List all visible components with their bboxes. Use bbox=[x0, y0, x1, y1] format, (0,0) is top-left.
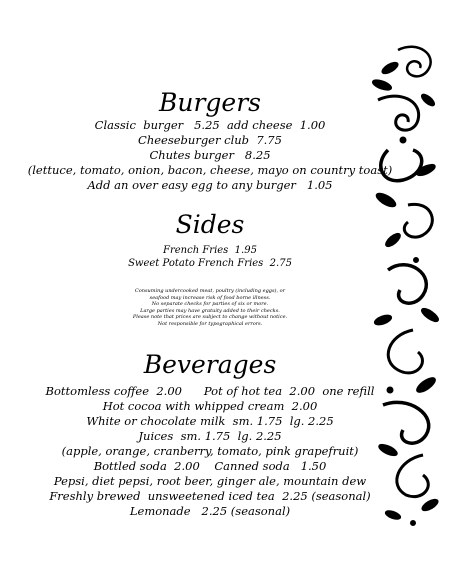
beverage-item-2: Hot cocoa with whipped cream 2.00 bbox=[102, 399, 318, 413]
beverage-item-6: Bottled soda 2.00 Canned soda 1.50 bbox=[93, 459, 327, 473]
floral-scroll-ornament bbox=[368, 40, 446, 530]
beverage-item-4: Juices sm. 1.75 lg. 2.25 bbox=[138, 429, 282, 443]
burger-item-1: Classic burger 5.25 add cheese 1.00 bbox=[94, 118, 326, 132]
burger-item-5: Add an over easy egg to any burger 1.05 bbox=[87, 178, 333, 192]
beverage-item-1: Bottomless coffee 2.00 Pot of hot tea 2.00 one refill bbox=[45, 384, 375, 398]
sides-title: Sides bbox=[175, 210, 245, 239]
beverage-item-5: (apple, orange, cranberry, tomato, pink grapefruit) bbox=[61, 444, 359, 458]
side-item-2: Sweet Potato French Fries 2.75 bbox=[128, 258, 292, 269]
notice-line-6: Not responsible for typographical errors. bbox=[157, 320, 263, 327]
beverage-item-7: Pepsi, diet pepsi, root beer, ginger ale, mountain dew bbox=[53, 474, 367, 488]
beverage-item-3: White or chocolate milk sm. 1.75 lg. 2.25 bbox=[86, 414, 334, 428]
burger-item-3: Chutes burger 8.25 bbox=[149, 148, 271, 162]
notice-line-1: Consuming undercooked meat, poultry (including eggs), or bbox=[134, 288, 286, 294]
burger-item-4: (lettuce, tomato, onion, bacon, cheese, mayo on country toast) bbox=[27, 163, 393, 177]
notice-line-5: Please note that prices are subject to change without notice. bbox=[132, 314, 288, 320]
beverage-item-9: Lemonade 2.25 (seasonal) bbox=[129, 504, 291, 518]
notice-line-2: seafood may increase risk of food borne illness. bbox=[149, 294, 271, 301]
notice-line-4: Large parties may have gratuity added to their checks. bbox=[140, 307, 280, 314]
burgers-title: Burgers bbox=[158, 88, 261, 117]
notice-line-3: No separate checks for parties of six or more. bbox=[151, 301, 269, 307]
beverages-title: Beverages bbox=[143, 350, 277, 379]
side-item-1: French Fries 1.95 bbox=[163, 245, 257, 256]
beverage-item-8: Freshly brewed unsweetened iced tea 2.25 (seasonal) bbox=[49, 489, 371, 503]
burger-item-2: Cheeseburger club 7.75 bbox=[138, 133, 282, 147]
